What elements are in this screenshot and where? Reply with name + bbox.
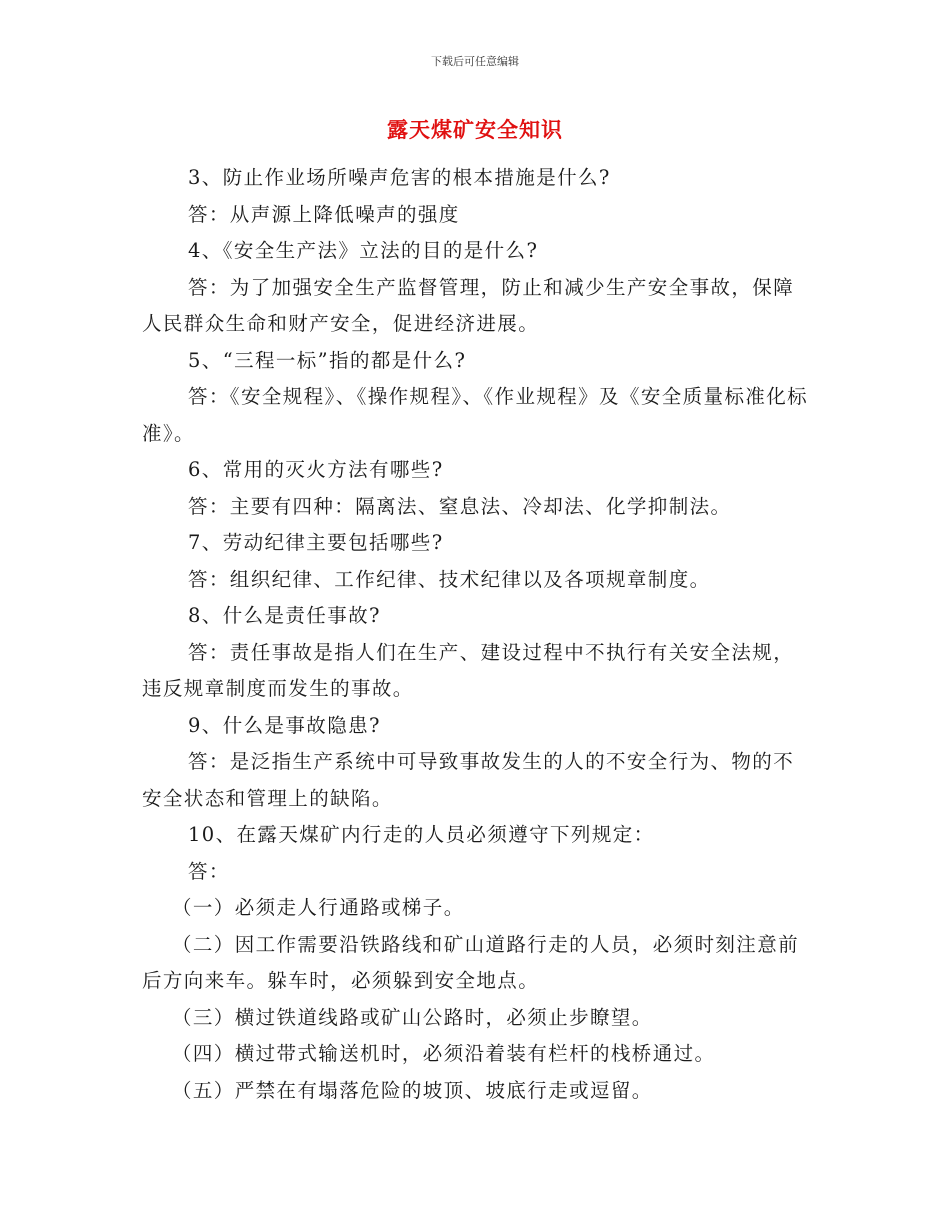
answer-10-label: 答： — [188, 859, 230, 883]
rule-item-5: （五）严禁在有塌落危险的坡顶、坡底行走或逗留。 — [172, 1078, 653, 1102]
question-6: 6、常用的灭火方法有哪些? — [188, 458, 444, 481]
rule-item-4: （四）横过带式输送机时，必须沿着装有栏杆的栈桥通过。 — [172, 1042, 716, 1065]
answer-8: 答：责任事故是指人们在生产、建设过程中不执行有关安全法规，违反规章制度而发生的事故。 — [142, 640, 795, 700]
header-note: 下载后可任意编辑 — [431, 55, 519, 68]
answer-6: 答：主要有四种：隔离法、窒息法、冷却法、化学抑制法。 — [188, 494, 732, 518]
document-body — [142, 160, 812, 1109]
document-title: 露天煤矿安全知识 — [387, 118, 563, 142]
answer-3: 答：从声源上降低噪声的强度 — [188, 202, 460, 226]
answer-9: 答：是泛指生产系统中可导致事故发生的人的不安全行为、物的不安全状态和管理上的缺陷。 — [142, 750, 795, 810]
question-9: 9、什么是事故隐患? — [188, 713, 381, 737]
rule-item-3: （三）横过铁道线路或矿山公路时，必须止步瞭望。 — [172, 1005, 653, 1029]
answer-4: 答：为了加强安全生产监督管理，防止和减少生产安全事故，保障人民群众生命和财产安全，促进经济进展。 — [142, 275, 795, 335]
rule-item-1: （一）必须走人行通路或梯子。 — [172, 896, 465, 919]
question-7: 7、劳动纪律主要包括哪些? — [188, 531, 444, 554]
answer-7: 答：组织纪律、工作纪律、技术纪律以及各项规章制度。 — [188, 567, 711, 591]
answer-5: 答：《安全规程》、《操作规程》、《作业规程》及《安全质量标准化标准》。 — [142, 385, 809, 445]
question-4: 4、《安全生产法》立法的目的是什么? — [188, 239, 539, 262]
question-10: 10、在露天煤矿内行走的人员必须遵守下列规定： — [188, 823, 655, 846]
rule-item-2: （二）因工作需要沿铁路线和矿山道路行走的人员，必须时刻注意前后方向来车。躲车时，必须躲到安全地点。 — [142, 932, 800, 992]
question-3: 3、防止作业场所噪声危害的根本措施是什么? — [188, 166, 611, 189]
question-8: 8、什么是责任事故? — [188, 604, 381, 627]
question-5: 5、“三程一标”指的都是什么? — [188, 348, 467, 372]
